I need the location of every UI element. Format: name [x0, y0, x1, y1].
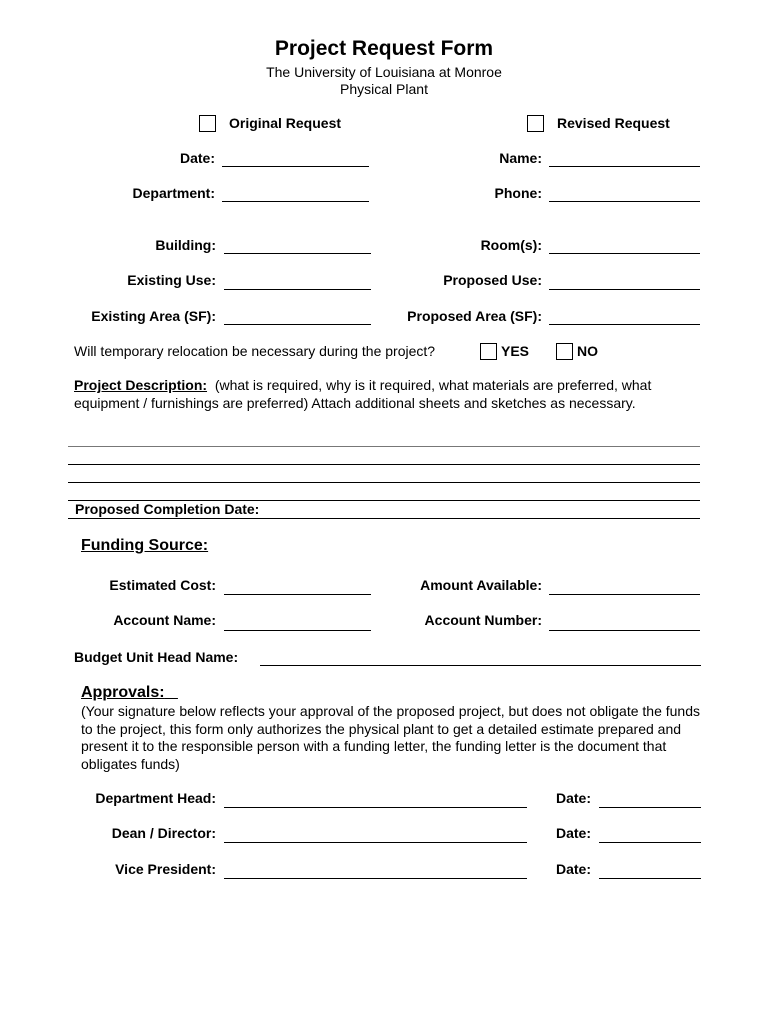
estimated-cost-label: Estimated Cost:: [109, 577, 216, 593]
completion-date-label: Proposed Completion Date:: [75, 501, 260, 517]
date-label: Date:: [179, 150, 215, 166]
description-line[interactable]: [68, 464, 700, 465]
amount-available-field[interactable]: [549, 594, 700, 595]
existing-area-label: Existing Area (SF):: [91, 308, 216, 324]
department-head-signature-field[interactable]: [224, 807, 527, 808]
budget-unit-head-label: Budget Unit Head Name:: [74, 649, 239, 665]
completion-date-field[interactable]: [68, 518, 700, 519]
department-field[interactable]: [222, 201, 369, 202]
existing-area-field[interactable]: [224, 324, 371, 325]
relocation-no-label: NO: [577, 343, 598, 359]
university-name: The University of Louisiana at Monroe: [266, 64, 502, 80]
vice-president-date-field[interactable]: [599, 878, 701, 879]
account-number-label: Account Number:: [424, 612, 542, 628]
relocation-question: Will temporary relocation be necessary during the project?: [74, 343, 436, 359]
project-description-label: Project Description:: [74, 377, 208, 393]
building-label: Building:: [155, 237, 216, 253]
vice-president-signature-field[interactable]: [224, 878, 527, 879]
revised-request-checkbox[interactable]: [527, 115, 544, 132]
proposed-area-field[interactable]: [549, 324, 700, 325]
funding-source-heading: Funding Source:: [81, 537, 209, 554]
proposed-use-field[interactable]: [549, 289, 700, 290]
vice-president-date-label: Date:: [555, 861, 591, 877]
project-description-block: [74, 377, 674, 412]
approvals-note: (Your signature below reflects your approval of the proposed project, but does not obligate the funds to the project, this form only authorizes the physical plant to get a detailed estimate prepared and present it to the responsible person with a funding letter, the funding letter is the document that obligates funds): [81, 703, 700, 772]
name-label: Name:: [499, 150, 542, 166]
proposed-use-label: Proposed Use:: [443, 272, 542, 288]
department-head-date-label: Date:: [555, 790, 591, 806]
name-field[interactable]: [549, 166, 700, 167]
relocation-no-checkbox[interactable]: [556, 343, 573, 360]
dean-director-date-field[interactable]: [599, 842, 701, 843]
revised-request-label: Revised Request: [557, 115, 670, 131]
rooms-field[interactable]: [549, 253, 700, 254]
approvals-heading: Approvals:: [81, 684, 165, 701]
phone-label: Phone:: [494, 185, 542, 201]
account-number-field[interactable]: [549, 630, 700, 631]
existing-use-label: Existing Use:: [127, 272, 216, 288]
department-head-label: Department Head:: [95, 790, 216, 806]
estimated-cost-field[interactable]: [224, 594, 371, 595]
dean-director-date-label: Date:: [555, 825, 591, 841]
description-line[interactable]: [68, 482, 700, 483]
budget-unit-head-field[interactable]: [260, 665, 701, 666]
department-head-date-field[interactable]: [599, 807, 701, 808]
building-field[interactable]: [224, 253, 371, 254]
phone-field[interactable]: [549, 201, 700, 202]
form-title: Project Request Form: [274, 37, 494, 60]
account-name-field[interactable]: [224, 630, 371, 631]
relocation-yes-label: YES: [501, 343, 530, 359]
dean-director-label: Dean / Director:: [111, 825, 216, 841]
dean-director-signature-field[interactable]: [224, 842, 527, 843]
rooms-label: Room(s):: [480, 237, 542, 253]
account-name-label: Account Name:: [113, 612, 216, 628]
relocation-yes-checkbox[interactable]: [480, 343, 497, 360]
amount-available-label: Amount Available:: [420, 577, 542, 593]
original-request-checkbox[interactable]: [199, 115, 216, 132]
vice-president-label: Vice President:: [115, 861, 216, 877]
description-line[interactable]: [68, 446, 700, 447]
date-field[interactable]: [222, 166, 369, 167]
department-name: Physical Plant: [340, 81, 428, 97]
original-request-label: Original Request: [229, 115, 342, 131]
proposed-area-label: Proposed Area (SF):: [407, 308, 542, 324]
project-description-instructions: (what is required, why is it required, what materials are preferred, what equipment / furnishings are preferred) Attach additional sheets and sketches as necessary.: [74, 377, 652, 411]
existing-use-field[interactable]: [224, 289, 371, 290]
department-label: Department:: [132, 185, 215, 201]
